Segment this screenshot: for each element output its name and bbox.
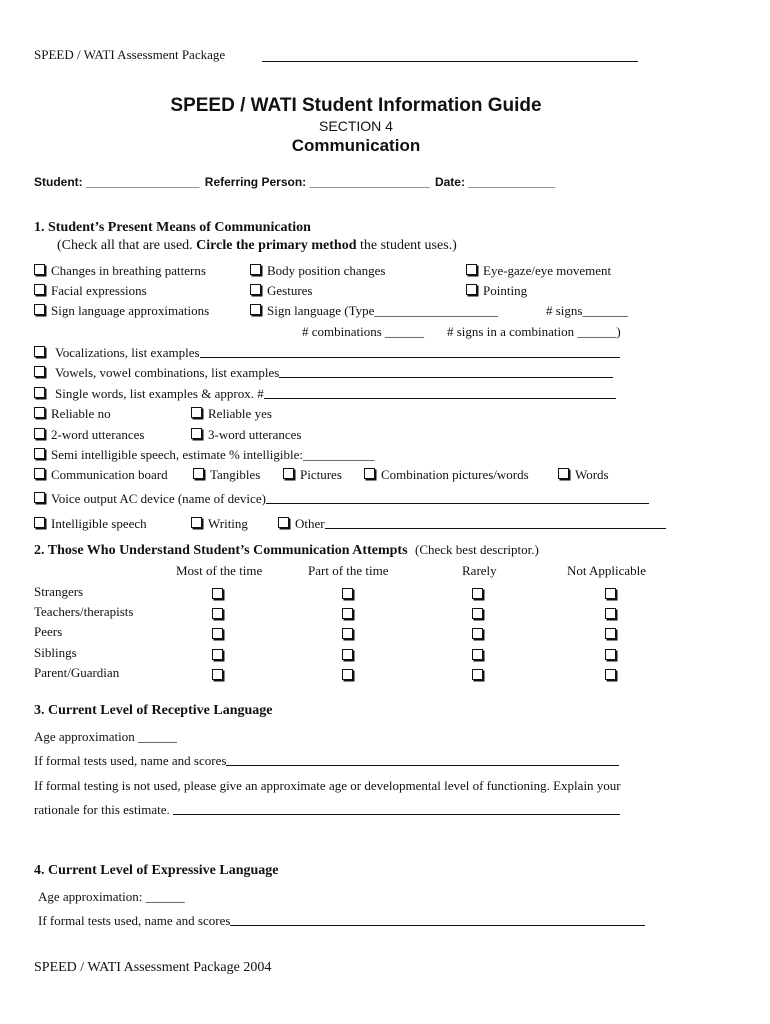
checkbox-two-word[interactable]: 2-word utterances xyxy=(34,427,145,443)
section4-heading: 4. Current Level of Expressive Language xyxy=(34,863,279,878)
checkbox-tangibles[interactable]: Tangibles xyxy=(193,467,260,483)
rating-checkbox[interactable] xyxy=(605,608,616,619)
section1-heading: 1. Student’s Present Means of Communication xyxy=(34,220,311,235)
checkbox-icon[interactable] xyxy=(191,407,202,418)
checkbox-sign-approximations[interactable]: Sign language approximations xyxy=(34,303,209,319)
column-header-part: Part of the time xyxy=(308,563,389,578)
checkbox-icon[interactable] xyxy=(34,448,45,459)
checkbox-communication-board[interactable]: Communication board xyxy=(34,467,168,483)
checkbox-icon[interactable] xyxy=(34,468,45,479)
checkbox-voice-output[interactable]: Voice output AC device (name of device) xyxy=(34,491,649,507)
checkbox-icon[interactable] xyxy=(193,468,204,479)
checkbox-single-words[interactable]: Single words, list examples & approx. # xyxy=(34,386,616,402)
vowels-line[interactable] xyxy=(279,366,613,378)
checkbox-icon[interactable] xyxy=(34,492,45,503)
rating-checkbox[interactable] xyxy=(472,588,483,599)
receptive-rationale[interactable]: rationale for this estimate. xyxy=(34,802,620,818)
checkbox-icon[interactable] xyxy=(250,264,261,275)
rating-checkbox[interactable] xyxy=(605,649,616,660)
checkbox-gestures[interactable]: Gestures xyxy=(250,283,313,299)
checkbox-other[interactable]: Other xyxy=(278,516,666,532)
rating-checkbox[interactable] xyxy=(472,669,483,680)
checkbox-icon[interactable] xyxy=(558,468,569,479)
checkbox-three-word[interactable]: 3-word utterances xyxy=(191,427,302,443)
checkbox-semi-intelligible[interactable]: Semi intelligible speech, estimate % intelligible:___________ xyxy=(34,447,375,463)
checkbox-icon[interactable] xyxy=(466,284,477,295)
rating-checkbox[interactable] xyxy=(212,649,223,660)
checkbox-icon[interactable] xyxy=(34,428,45,439)
checkbox-icon[interactable] xyxy=(364,468,375,479)
expressive-formal-tests[interactable]: If formal tests used, name and scores xyxy=(38,913,645,929)
receptive-formal-tests[interactable]: If formal tests used, name and scores xyxy=(34,753,619,769)
checkbox-writing[interactable]: Writing xyxy=(191,516,248,532)
voice-output-line[interactable] xyxy=(266,492,649,504)
rating-checkbox[interactable] xyxy=(342,649,353,660)
signs-in-combination-field[interactable]: # signs in a combination ______) xyxy=(447,324,621,339)
signs-count-field[interactable]: # signs_______ xyxy=(546,303,628,318)
checkbox-pointing[interactable]: Pointing xyxy=(466,283,527,299)
checkbox-eye-gaze[interactable]: Eye-gaze/eye movement xyxy=(466,263,611,279)
checkbox-icon[interactable] xyxy=(34,284,45,295)
checkbox-icon[interactable] xyxy=(34,517,45,528)
checkbox-icon[interactable] xyxy=(191,428,202,439)
expressive-tests-line[interactable] xyxy=(230,914,645,926)
vocalizations-line[interactable] xyxy=(200,346,620,358)
rating-checkbox[interactable] xyxy=(472,649,483,660)
page-footer: SPEED / WATI Assessment Package 2004 xyxy=(34,960,272,975)
checkbox-sign-language[interactable]: Sign language (Type___________________ xyxy=(250,303,498,319)
row-label-parent: Parent/Guardian xyxy=(34,665,120,680)
receptive-not-used-text: If formal testing is not used, please give an approximate age or developmental level of functioning. Explain your xyxy=(34,778,621,793)
checkbox-breathing[interactable]: Changes in breathing patterns xyxy=(34,263,206,279)
section3-heading: 3. Current Level of Receptive Language xyxy=(34,703,273,718)
receptive-age-field[interactable]: Age approximation ______ xyxy=(34,729,177,744)
checkbox-icon[interactable] xyxy=(34,387,45,398)
page-title: SPEED / WATI Student Information Guide xyxy=(170,95,542,116)
section2-note: (Check best descriptor.) xyxy=(415,542,539,557)
section1-instructions: (Check all that are used. Circle the primary method the student uses.) xyxy=(57,238,457,253)
checkbox-intelligible-speech[interactable]: Intelligible speech xyxy=(34,516,147,532)
checkbox-vocalizations[interactable]: Vocalizations, list examples xyxy=(34,345,620,361)
checkbox-icon[interactable] xyxy=(191,517,202,528)
row-label-teachers: Teachers/therapists xyxy=(34,604,134,619)
rating-checkbox[interactable] xyxy=(342,628,353,639)
checkbox-icon[interactable] xyxy=(34,264,45,275)
header-rule xyxy=(262,48,638,62)
rating-checkbox[interactable] xyxy=(212,588,223,599)
rationale-line[interactable] xyxy=(173,803,620,815)
student-field[interactable]: Student: _________________ xyxy=(34,175,200,189)
info-line xyxy=(34,175,555,189)
checkbox-icon[interactable] xyxy=(34,366,45,377)
row-label-siblings: Siblings xyxy=(34,645,77,660)
column-header-most: Most of the time xyxy=(176,563,263,578)
checkbox-body-position[interactable]: Body position changes xyxy=(250,263,385,279)
checkbox-icon[interactable] xyxy=(34,407,45,418)
row-label-peers: Peers xyxy=(34,624,63,639)
rating-checkbox[interactable] xyxy=(212,608,223,619)
checkbox-icon[interactable] xyxy=(278,517,289,528)
checkbox-facial[interactable]: Facial expressions xyxy=(34,283,147,299)
checkbox-vowels[interactable]: Vowels, vowel combinations, list examples xyxy=(34,365,613,381)
package-header: SPEED / WATI Assessment Package xyxy=(34,47,226,62)
row-label-strangers: Strangers xyxy=(34,584,84,599)
combinations-field[interactable]: # combinations ______ xyxy=(302,324,425,339)
checkbox-icon[interactable] xyxy=(283,468,294,479)
checkbox-reliable-no[interactable]: Reliable no xyxy=(34,406,111,422)
column-header-rarely: Rarely xyxy=(462,563,497,578)
section2-heading: 2. Those Who Understand Student’s Communication Attempts (Check best descriptor.) xyxy=(34,542,539,558)
checkbox-icon[interactable] xyxy=(466,264,477,275)
single-words-line[interactable] xyxy=(264,387,616,399)
checkbox-pictures[interactable]: Pictures xyxy=(283,467,342,483)
page-subtitle: Communication xyxy=(291,136,421,155)
rating-checkbox[interactable] xyxy=(342,608,353,619)
checkbox-icon[interactable] xyxy=(250,304,261,315)
rating-checkbox[interactable] xyxy=(472,608,483,619)
checkbox-icon[interactable] xyxy=(34,304,45,315)
receptive-tests-line[interactable] xyxy=(226,754,619,766)
rating-checkbox[interactable] xyxy=(472,628,483,639)
rating-checkbox[interactable] xyxy=(212,628,223,639)
checkbox-icon[interactable] xyxy=(34,346,45,357)
rating-checkbox[interactable] xyxy=(605,588,616,599)
expressive-age-field[interactable]: Age approximation: ______ xyxy=(38,889,185,904)
section-label: SECTION 4 xyxy=(319,118,393,134)
other-line[interactable] xyxy=(325,517,666,529)
rating-checkbox[interactable] xyxy=(605,669,616,680)
date-field[interactable]: Date: _____________ xyxy=(434,175,556,189)
rating-checkbox[interactable] xyxy=(342,669,353,680)
checkbox-reliable-yes[interactable]: Reliable yes xyxy=(191,406,272,422)
rating-checkbox[interactable] xyxy=(605,628,616,639)
checkbox-words[interactable]: Words xyxy=(558,467,609,483)
column-header-not-applicable: Not Applicable xyxy=(567,563,647,578)
checkbox-icon[interactable] xyxy=(250,284,261,295)
rating-checkbox[interactable] xyxy=(342,588,353,599)
referring-person-field[interactable]: Referring Person: __________________ xyxy=(204,175,430,189)
checkbox-combination-pictures[interactable]: Combination pictures/words xyxy=(364,467,529,483)
rating-checkbox[interactable] xyxy=(212,669,223,680)
